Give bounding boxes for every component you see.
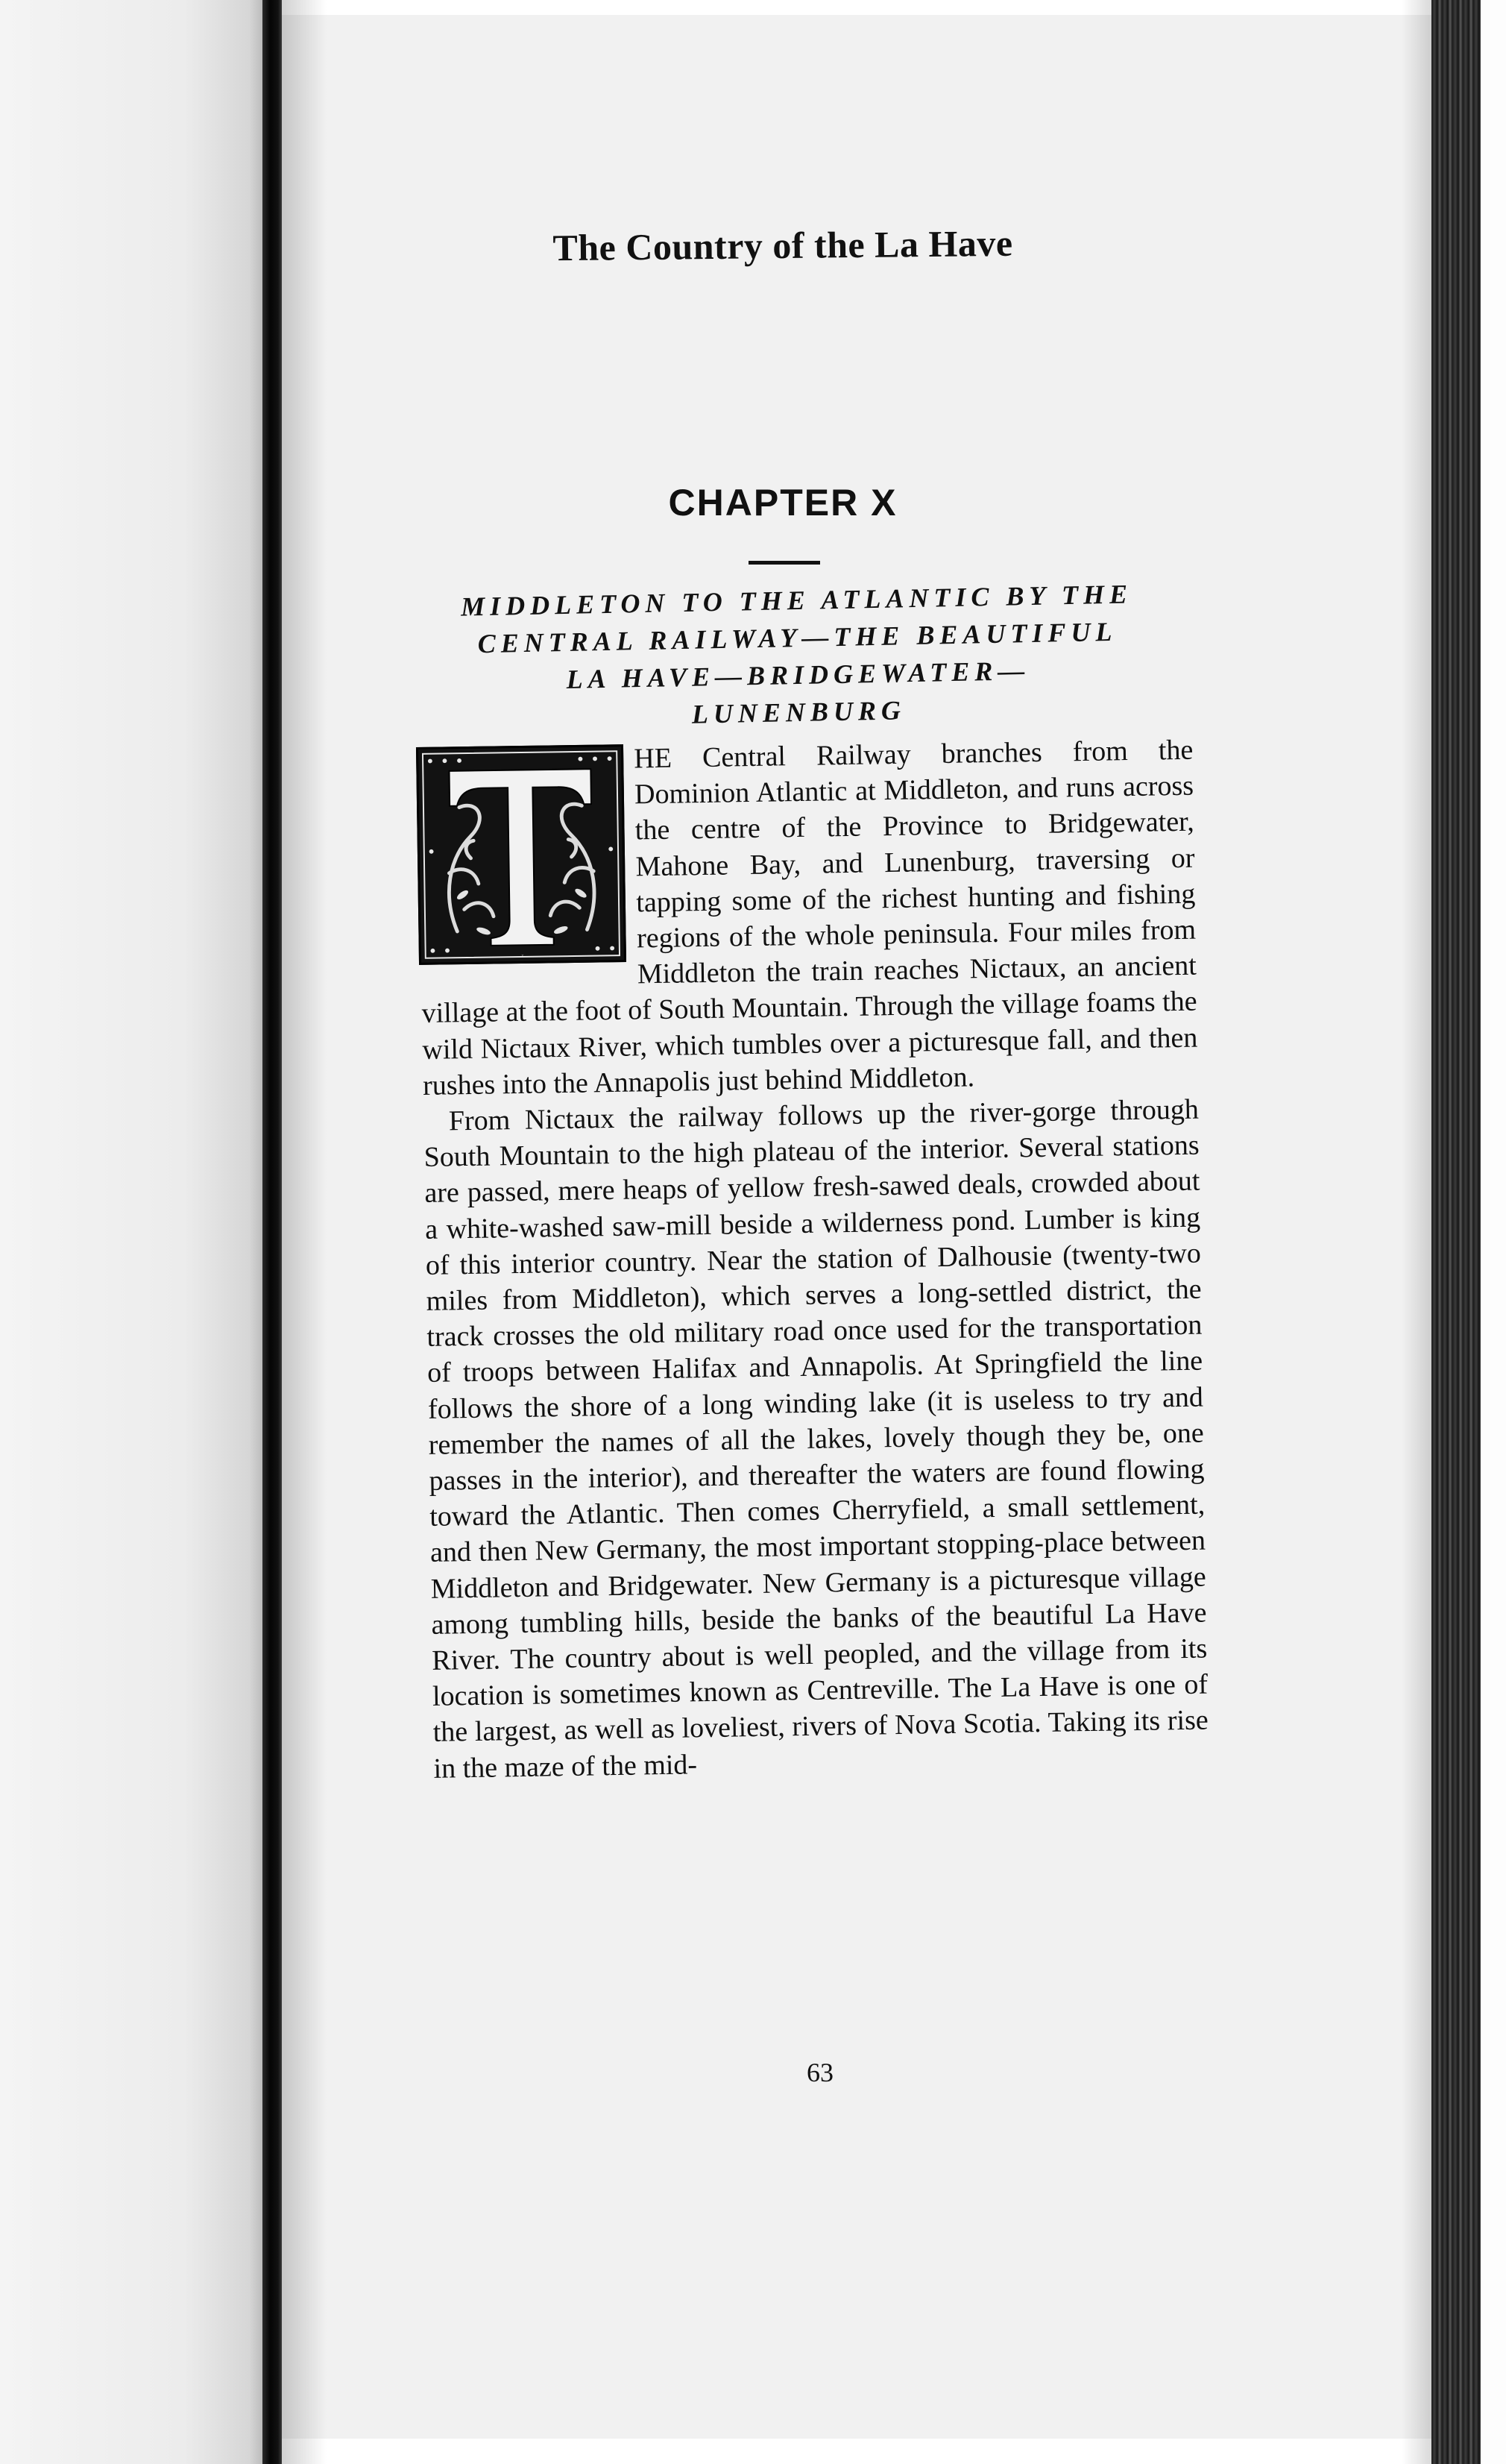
body-text	[418, 732, 1209, 1787]
subtitle-line: CENTRAL RAILWAY—THE BEAUTIFUL	[477, 616, 1118, 659]
page-number: 63	[807, 2058, 834, 2087]
subtitle-line: MIDDLETON TO THE ATLANTIC BY THE	[460, 579, 1133, 622]
drop-cap-space	[418, 741, 637, 961]
paragraph: HE Central Railway branches from the Dominion Atlantic at Middleton, and runs across the centre of the Province to Bridgewater, Mahone Bay, and Lunenburg, traversing or tapping some of the richest hunting and fishing regions of the whole peninsula. Four miles from Middleton the train reaches Nictaux, an ancient village at the foot of South Mountain. Through the village foams the wild Nictaux River, which tumbles over a picturesque fall, and then rushes into the Annapolis just behind Middleton.	[421, 734, 1198, 1101]
book-gutter	[262, 0, 282, 2464]
paragraph: From Nictaux the railway follows up the river-gorge through South Mountain to the high plateau of the interior. Several stations are passed, mere heaps of yellow fresh-sawed deals, crowded about a white-washed saw-mill beside a wilderness pond. Lumber is king of this interior country. Near the station of Dalhousie (twenty-two miles from Middleton), which serves a long-settled district, the track crosses the old military road once used for the transportation of troops between Halifax and Annapolis. At Springfield the line follows the shore of a long winding lake (it is useless to try and remember the names of all the lakes, lovely though they be, one passes in the interior), and thereafter the waters are found flowing toward the Atlantic. Then comes Cherryfield, a small settlement, and then New Germany, the most important stopping-place between Middleton and Bridgewater. New Germany is a picturesque village among tumbling hills, beside the banks of the beautiful La Have River. The country about is well peopled, and the village from its location is sometimes known as Centreville. The La Have is one of the largest, as well as loveliest, rivers of Nova Scotia. Taking its rise in the maze of the mid-	[423, 1093, 1209, 1785]
scan-margin	[1481, 0, 1506, 2464]
chapter-rule	[749, 561, 820, 565]
subtitle-line: LA HAVE—BRIDGEWATER—	[566, 656, 1030, 694]
running-head: The Country of the La Have	[552, 221, 1013, 269]
chapter-title: CHAPTER X	[668, 482, 898, 524]
page-edge-shadow	[1402, 0, 1431, 2464]
subtitle-line: LUNENBURG	[691, 695, 907, 729]
gutter-shadow	[282, 0, 327, 2464]
left-page-blank	[0, 0, 262, 2464]
drop-cap-letter: T	[521, 954, 524, 958]
chapter-subtitle	[401, 574, 1194, 738]
